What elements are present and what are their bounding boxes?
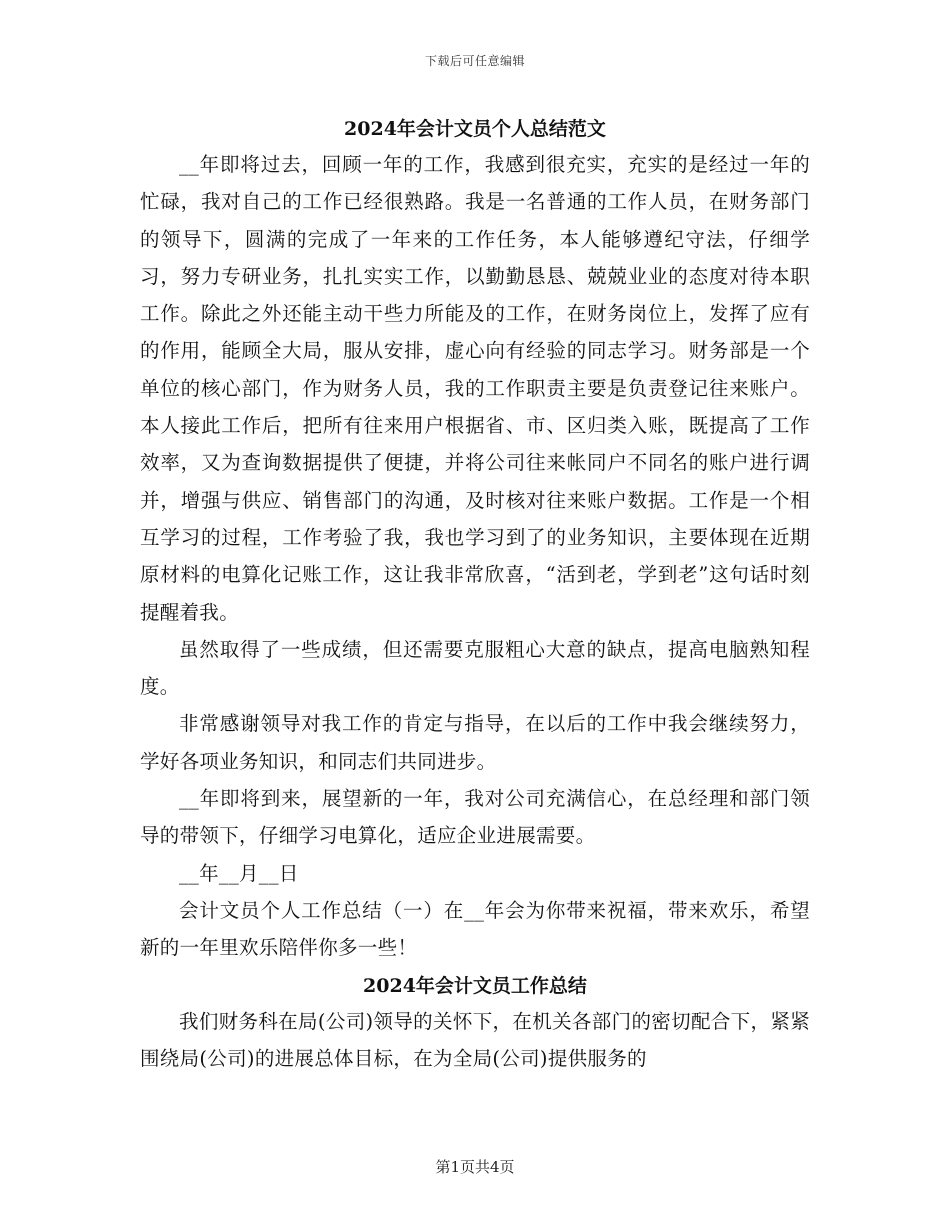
paragraph: 我们财务科在局(公司)领导的关怀下，在机关各部门的密切配合下，紧紧围绕局(公司)的进展总体目标，在为全局(公司)提供服务的	[140, 1009, 810, 1070]
paragraph: __年即将过去，回顾一年的工作，我感到很充实，充实的是经过一年的忙碌，我对自己的工作已经很熟路。我是一名普通的工作人员，在财务部门的领导下，圆满的完成了一年来的工作任务，本人能够遵纪守法，仔细学习，努力专研业务，扎扎实实工作，以勤勤恳恳、兢兢业业的态度对待本职工作。除此之外还能主动干些力所能及的工作，在财务岗位上，发挥了应有的作用，能顾全大局，服从安排，虚心向有经验的同志学习。财务部是一个单位的核心部门，作为财务人员，我的工作职责主要是负责登记往来账户。本人接此工作后，把所有往来用户根据省、市、区归类入账，既提高了工作效率，又为查询数据提供了便捷，并将公司往来帐同户不同名的账户进行调并，增强与供应、销售部门的沟通，及时核对往来账户数据。工作是一个相互学习的过程，工作考验了我，我也学习到了的业务知识，主要体现在近期原材料的电算化记账工作，这让我非常欣喜，“活到老，学到老”这句话时刻提醒着我。	[140, 153, 810, 624]
paragraph: 非常感谢领导对我工作的肯定与指导，在以后的工作中我会继续努力，学好各项业务知识，和同志们共同进步。	[140, 712, 810, 773]
paragraph: __年即将到来，展望新的一年，我对公司充满信心，在总经理和部门领导的带领下，仔细学习电算化，适应企业进展需要。	[140, 787, 810, 848]
paragraph: 虽然取得了一些成绩，但还需要克服粗心大意的缺点，提高电脑熟知程度。	[140, 637, 810, 699]
document-title: 2024年会计文员个人总结范文	[344, 118, 606, 140]
paragraph: 会计文员个人工作总结（一）在__年会为你带来祝福，带来欢乐，希望新的一年里欢乐陪伴你多一些！	[140, 898, 810, 960]
document-body	[140, 112, 810, 1077]
date-line: __年__月__日	[179, 861, 299, 885]
header-note: 下载后可任意编辑	[424, 54, 525, 68]
page-number: 第1页共4页	[435, 1158, 515, 1176]
section-title: 2024年会计文员工作总结	[363, 974, 587, 997]
